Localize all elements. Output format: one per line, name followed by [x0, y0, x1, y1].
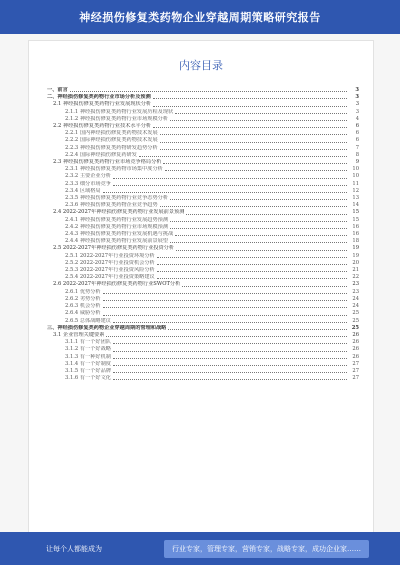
toc-entry-text: 2.3.2 主要企业分析	[65, 173, 111, 180]
footer-tagline: 行业专家，管理专家，营销专家，战略专家，成功企业家……	[164, 540, 369, 558]
toc-entry-page: 21	[352, 267, 359, 274]
toc-entry[interactable]	[47, 289, 359, 296]
toc-entry[interactable]	[47, 123, 359, 130]
toc-entry[interactable]	[47, 296, 359, 303]
toc-entry-text: 一、前言	[47, 87, 68, 93]
toc-entry-page: 14	[352, 202, 359, 209]
toc-entry-text: 2.6.3 机会分析	[65, 303, 101, 310]
report-title: 神经损伤修复类药物企业穿越周期策略研究报告	[79, 11, 321, 24]
toc-leader-dots	[160, 142, 347, 143]
toc-entry-text: 2.4.2 神经损伤修复类药物行业市场规模预测	[65, 223, 169, 230]
toc-entry-page: 8	[355, 151, 359, 158]
toc-entry[interactable]	[47, 209, 359, 216]
toc-entry-text: 三、神经损伤修复类药物企业穿越周期的管理和战略	[47, 324, 167, 331]
toc-entry[interactable]	[47, 87, 359, 94]
toc-entry[interactable]	[47, 109, 359, 116]
toc-leader-dots	[160, 134, 347, 135]
toc-entry[interactable]	[47, 274, 359, 281]
toc-entry[interactable]	[47, 231, 359, 238]
toc-entry[interactable]	[47, 173, 359, 180]
toc-leader-dots	[113, 372, 347, 373]
toc-entry[interactable]	[47, 137, 359, 144]
toc-leader-dots	[106, 336, 347, 337]
footer-slogan: 让每个人都能成为	[46, 544, 102, 553]
toc-entry[interactable]	[47, 375, 359, 382]
toc-leader-dots	[113, 185, 347, 186]
toc-entry-text: 2.4.1 神经损伤修复类药物行业发展趋势预测	[65, 216, 169, 223]
toc-leader-dots	[157, 278, 347, 279]
toc-entry[interactable]	[47, 94, 359, 101]
toc-leader-dots	[153, 127, 347, 128]
toc-leader-dots	[157, 271, 347, 272]
toc-leader-dots	[175, 113, 347, 114]
toc-leader-dots	[103, 192, 347, 193]
toc-entry[interactable]	[47, 217, 359, 224]
toc-entry-text: 3.1.2 有一个好战略	[65, 346, 111, 353]
report-footer	[0, 532, 400, 565]
toc-entry-page: 26	[352, 339, 359, 346]
toc-entry-page: 19	[352, 252, 359, 259]
toc-leader-dots	[113, 178, 347, 179]
toc-entry-page: 22	[352, 274, 359, 281]
toc-leader-dots	[103, 307, 347, 308]
toc-entry-text: 2.2.3 神经损伤修复类药物研发趋势分析	[65, 144, 158, 151]
toc-leader-dots	[113, 343, 347, 344]
toc-entry-text: 2.3.4 区域格局	[65, 187, 101, 194]
toc-entry-page: 3	[355, 108, 359, 115]
toc-leader-dots	[103, 293, 347, 294]
toc-entry[interactable]	[47, 145, 359, 152]
toc-leader-dots	[165, 170, 347, 171]
toc-entry-text: 3.1 企业管理关键要素	[53, 331, 105, 338]
toc-entry-text: 2.2.2 国际神经损伤修复类药物技术发展	[65, 137, 158, 144]
toc-entry-page: 3	[355, 87, 359, 93]
toc-entry[interactable]	[47, 224, 359, 231]
toc-leader-dots	[113, 379, 347, 380]
toc-entry-text: 2.4.4 神经损伤修复类药物行业发展前景展望	[65, 238, 169, 245]
toc-entry[interactable]	[47, 202, 359, 209]
toc-leader-dots	[170, 199, 347, 200]
toc-entry-page: 25	[352, 317, 359, 324]
toc-entry-page: 26	[352, 331, 359, 338]
toc-entry-text: 3.1.4 有一个好制度	[65, 360, 111, 367]
toc-entry-page: 3	[355, 101, 359, 108]
toc-entry-page: 19	[352, 245, 359, 252]
toc-entry-page: 27	[352, 360, 359, 367]
toc-entry-text: 2.1 神经损伤修复类药物行业发展现状分析	[53, 101, 152, 108]
toc-entry-text: 2.2 神经损伤修复类药物行业技术水平分析	[53, 123, 152, 130]
toc-entry-text: 3.1.1 有一个好团队	[65, 339, 111, 346]
toc-entry[interactable]	[47, 152, 359, 159]
toc-leader-dots	[170, 242, 347, 243]
toc-leader-dots	[103, 315, 347, 316]
toc-entry-text: 2.6.4 威胁分析	[65, 310, 101, 317]
toc-entry[interactable]	[47, 238, 359, 245]
toc-leader-dots	[176, 250, 347, 251]
toc-entry-text: 2.6.1 优势分析	[65, 288, 101, 295]
toc-entry-page: 16	[352, 231, 359, 238]
toc-leader-dots	[157, 257, 347, 258]
toc-entry[interactable]	[47, 346, 359, 353]
toc-entry-text: 2.5.1 2022-2027年行业投资环境分析	[65, 252, 155, 259]
toc-entry-page: 15	[352, 216, 359, 223]
toc-entry-text: 2.5.4 2022-2027年行业投资策略建议	[65, 274, 155, 281]
toc-leader-dots	[168, 329, 347, 330]
toc-entry-page: 25	[352, 310, 359, 317]
toc-entry-text: 2.6.5 总体战略建议	[65, 317, 111, 324]
toc-entry-page: 9	[355, 159, 359, 166]
toc-leader-dots	[70, 91, 347, 92]
toc-leader-dots	[170, 228, 347, 229]
toc-leader-dots	[182, 286, 347, 287]
toc-entry[interactable]	[47, 325, 359, 332]
toc-entry[interactable]	[47, 253, 359, 260]
toc-entry-page: 27	[352, 375, 359, 382]
toc-entry-text: 2.6 2022-2027年神经损伤修复类药物行业SWOT分析	[53, 281, 181, 288]
toc-entry[interactable]	[47, 267, 359, 274]
toc-entry[interactable]	[47, 130, 359, 137]
toc-entry-page: 6	[355, 130, 359, 137]
toc-entry-text: 2.5 2022-2027年神经损伤修复类药物行业投资分析	[53, 245, 175, 252]
toc-leader-dots	[113, 358, 347, 359]
toc-leader-dots	[139, 156, 347, 157]
toc-entry-page: 6	[355, 137, 359, 144]
toc-entry-text: 2.1.1 神经损伤修复类药物行业发展历程及现状	[65, 108, 174, 115]
toc-entry-text: 3.1.5 有一个好品牌	[65, 367, 111, 374]
toc-entry[interactable]	[47, 339, 359, 346]
toc-entry[interactable]	[47, 303, 359, 310]
toc-entry-text: 2.2.4 国际神经损伤修复药研发	[65, 151, 137, 158]
toc-entry-text: 2.4.3 神经损伤修复类药物行业发展机遇与挑战	[65, 231, 174, 238]
toc-entry-page: 12	[352, 187, 359, 194]
toc-entry-page: 20	[352, 259, 359, 266]
toc-entry-page: 6	[355, 123, 359, 130]
toc-entry-page: 4	[355, 115, 359, 122]
toc-entry-text: 2.6.2 劣势分析	[65, 295, 101, 302]
toc-entry[interactable]	[47, 318, 359, 325]
toc-entry-text: 2.4 2022-2027年神经损伤修复类药物行业发展前景预测	[53, 209, 185, 216]
toc-leader-dots	[113, 322, 347, 323]
toc-entry[interactable]	[47, 368, 359, 375]
toc-entry-page: 10	[352, 166, 359, 173]
toc-entry-text: 3.1.3 有一种好机制	[65, 353, 111, 360]
toc-entry-page: 25	[351, 324, 359, 331]
toc-entry[interactable]	[47, 281, 359, 288]
toc-entry-page: 24	[352, 295, 359, 302]
toc-entry-text: 3.1.6 有一个好文化	[65, 375, 111, 382]
toc-entry-page: 15	[352, 209, 359, 216]
toc-entry-page: 23	[352, 288, 359, 295]
table-of-contents	[47, 87, 359, 382]
toc-entry-page: 27	[352, 367, 359, 374]
toc-entry-text: 2.5.2 2022-2027年行业投资机会分析	[65, 259, 155, 266]
toc-heading: 内容目录	[179, 59, 223, 72]
toc-entry[interactable]	[47, 166, 359, 173]
toc-leader-dots	[113, 365, 347, 366]
toc-entry[interactable]	[47, 101, 359, 108]
toc-entry-text: 2.5.3 2022-2027年行业投资风险分析	[65, 267, 155, 274]
document-page	[28, 40, 374, 534]
toc-leader-dots	[160, 149, 347, 150]
toc-entry[interactable]	[47, 332, 359, 339]
toc-entry-page: 26	[352, 346, 359, 353]
toc-entry-text: 2.3 神经损伤修复类药物行业市场竞争格局分析	[53, 159, 162, 166]
report-header	[0, 0, 400, 34]
toc-leader-dots	[186, 214, 347, 215]
toc-entry-page: 3	[355, 94, 359, 101]
toc-entry-page: 18	[352, 238, 359, 245]
toc-leader-dots	[175, 235, 347, 236]
toc-entry-page: 24	[352, 303, 359, 310]
toc-entry[interactable]	[47, 116, 359, 123]
toc-entry-text: 2.3.6 神经损伤修复类药物企业竞争趋势	[65, 202, 158, 209]
toc-entry[interactable]	[47, 159, 359, 166]
toc-leader-dots	[153, 98, 347, 99]
toc-entry-page: 7	[355, 144, 359, 151]
toc-leader-dots	[163, 163, 347, 164]
toc-entry-text: 二、神经损伤修复类药物行业市场分析及预测	[47, 94, 151, 101]
toc-entry[interactable]	[47, 188, 359, 195]
toc-entry-text: 2.1.2 神经损伤修复类药物行业市场规模分析	[65, 115, 169, 122]
toc-entry-page: 13	[352, 195, 359, 202]
toc-leader-dots	[103, 300, 347, 301]
toc-leader-dots	[160, 206, 347, 207]
toc-leader-dots	[157, 264, 347, 265]
toc-leader-dots	[170, 120, 347, 121]
toc-entry[interactable]	[47, 361, 359, 368]
toc-leader-dots	[113, 351, 347, 352]
toc-entry-page: 10	[352, 173, 359, 180]
toc-entry[interactable]	[47, 310, 359, 317]
toc-leader-dots	[153, 106, 347, 107]
toc-entry[interactable]	[47, 354, 359, 361]
toc-entry[interactable]	[47, 260, 359, 267]
toc-leader-dots	[170, 221, 347, 222]
toc-entry-text: 2.3.1 神经损伤修复类药物市场集中度分析	[65, 166, 163, 173]
toc-entry-page: 26	[352, 353, 359, 360]
toc-entry-text: 2.3.3 细分市场竞争	[65, 180, 111, 187]
toc-entry-page: 11	[352, 180, 359, 187]
toc-entry-text: 2.2.1 国内神经损伤修复类药物技术发展	[65, 130, 158, 137]
toc-entry[interactable]	[47, 245, 359, 252]
toc-entry-page: 23	[352, 281, 359, 288]
toc-entry[interactable]	[47, 181, 359, 188]
toc-entry[interactable]	[47, 195, 359, 202]
toc-entry-text: 2.3.5 神经损伤修复类药物行业竞争态势分析	[65, 195, 169, 202]
toc-entry-page: 16	[352, 223, 359, 230]
